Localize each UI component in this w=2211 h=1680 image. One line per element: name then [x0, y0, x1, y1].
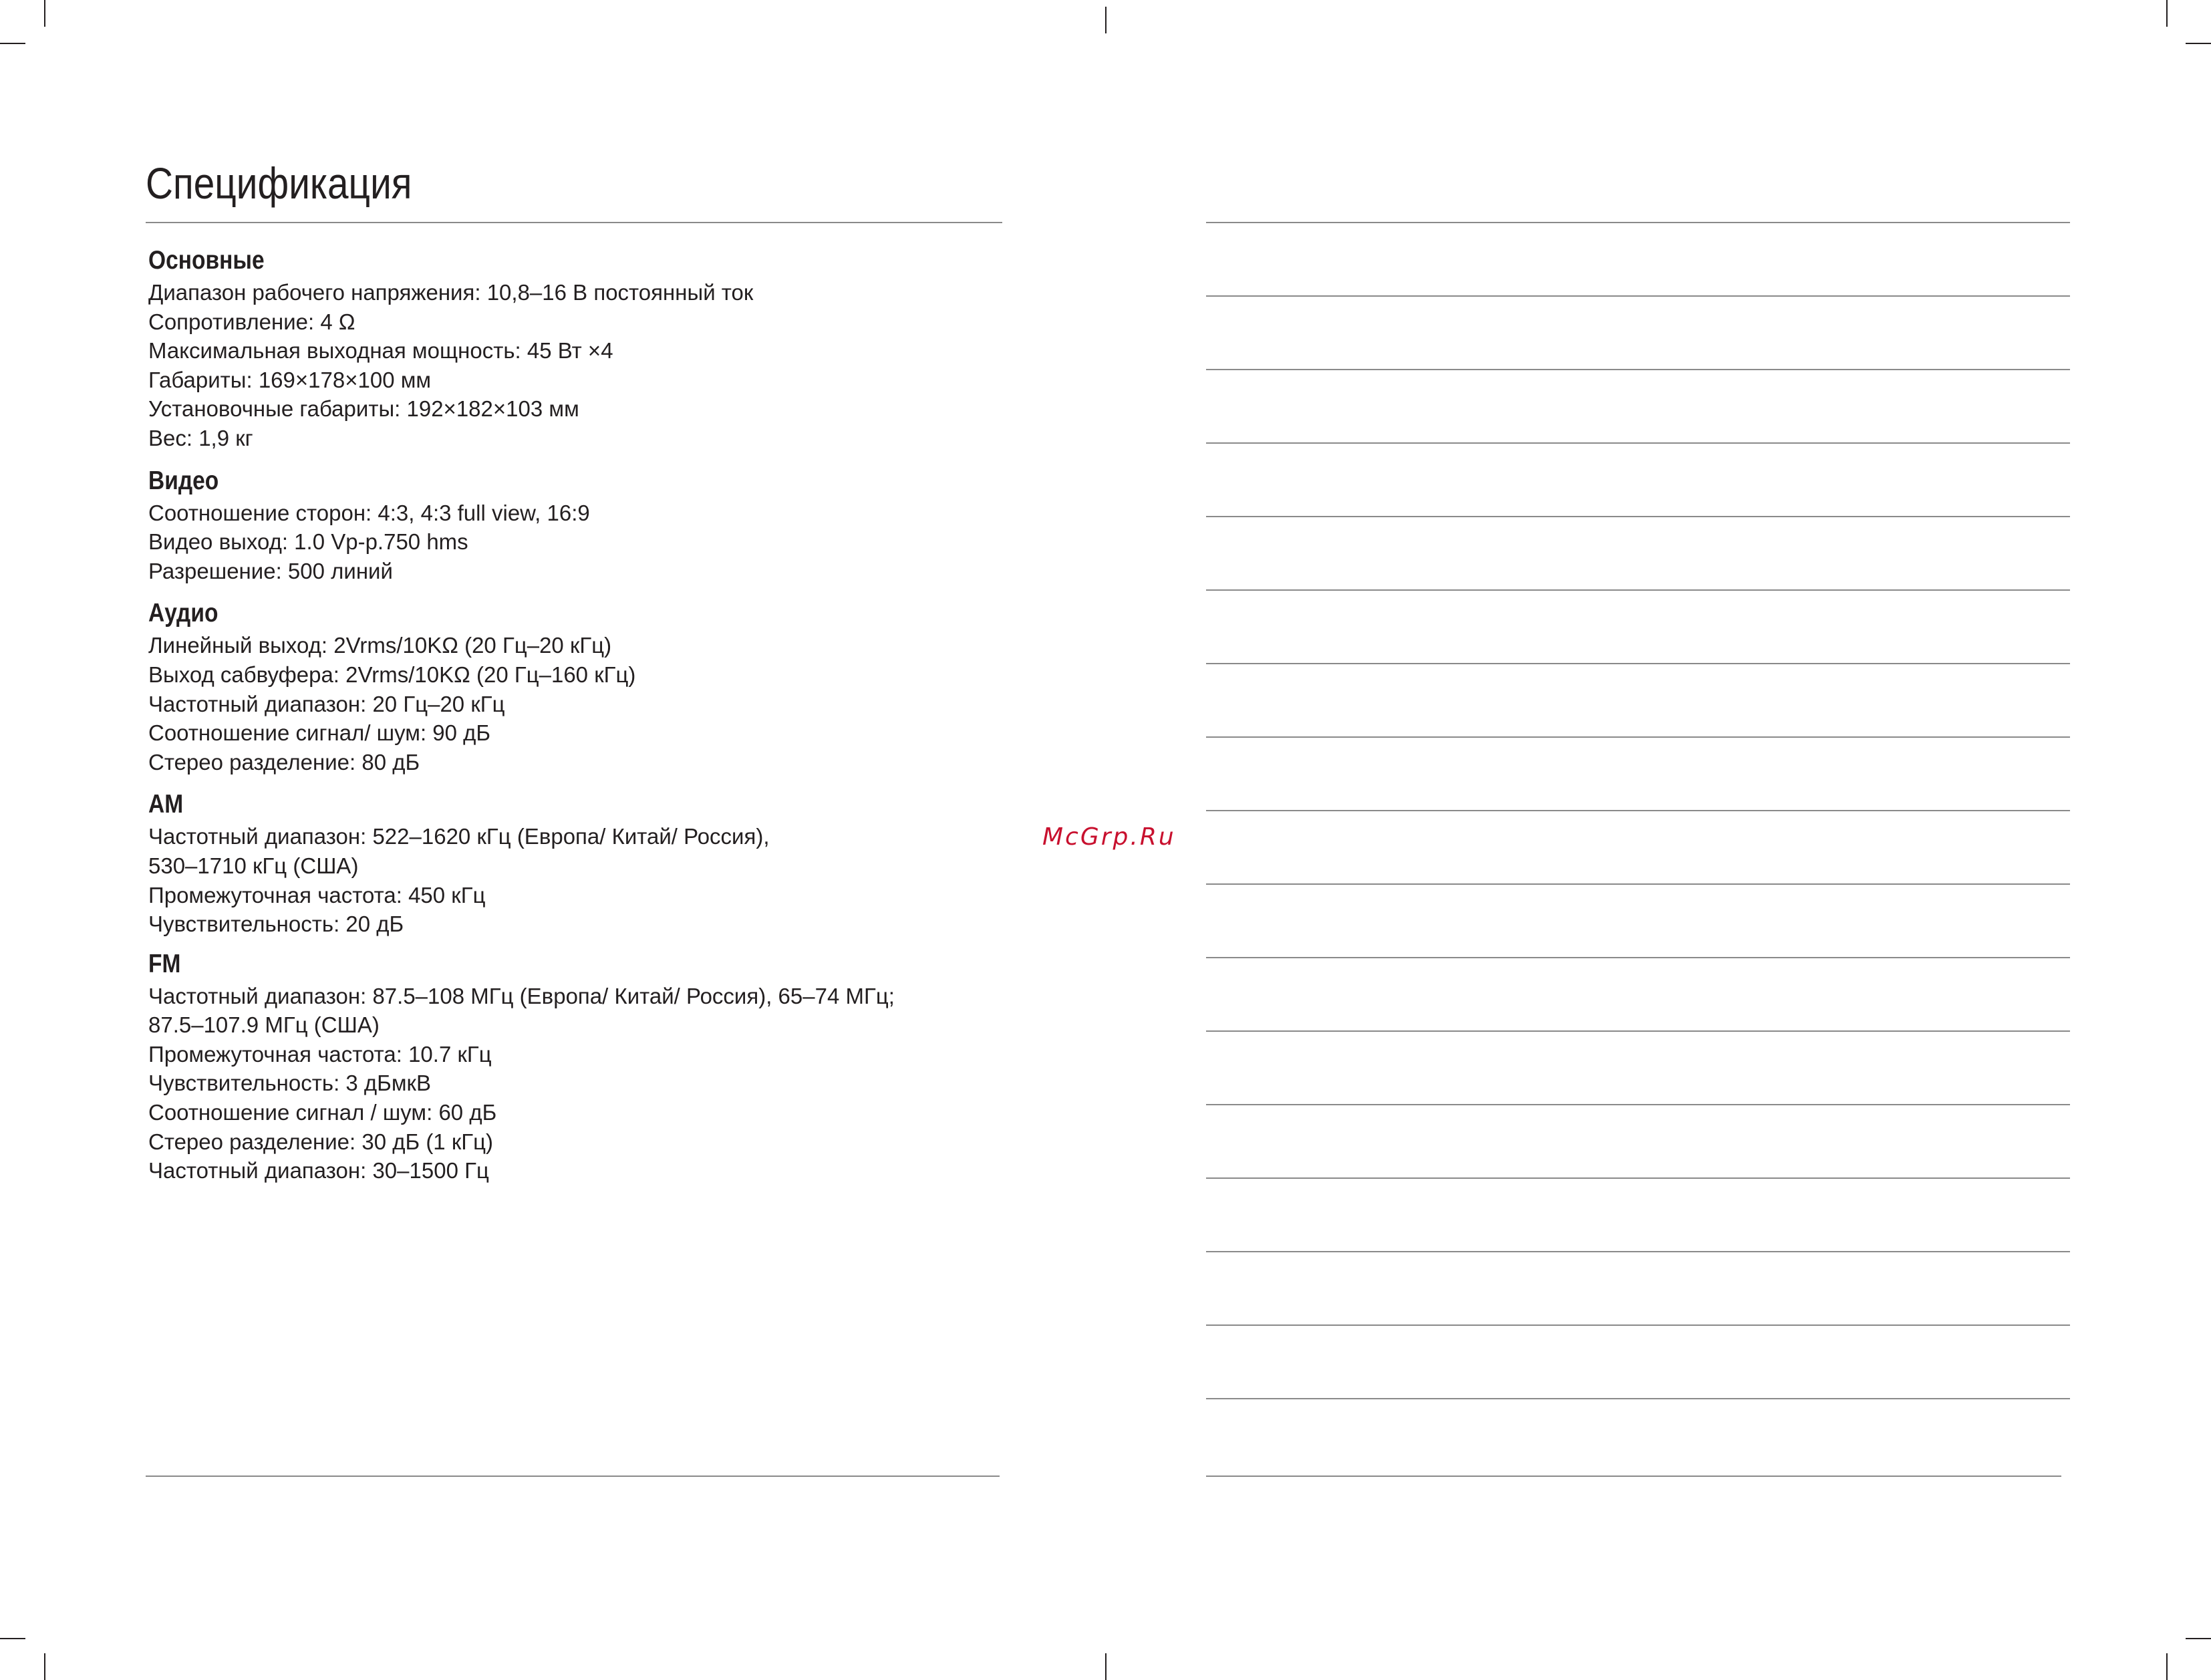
spec-line: 87.5–107.9 МГц (США): [148, 1012, 380, 1038]
crop-mark: [1105, 1653, 1107, 1680]
right-footer-divider: [1206, 1476, 2061, 1477]
crop-mark: [0, 1638, 25, 1639]
note-line: [1206, 1177, 2070, 1179]
note-line: [1206, 957, 2070, 958]
note-line: [1206, 1030, 2070, 1032]
crop-mark: [2166, 1653, 2168, 1680]
spec-section-audio: [148, 596, 990, 777]
crop-mark: [2166, 0, 2168, 27]
spec-line: Соотношение сигнал/ шум: 90 дБ: [148, 720, 491, 746]
spec-line: Чувствительность: 3 дБмкВ: [148, 1071, 431, 1096]
spec-line: Соотношение сторон: 4:3, 4:3 full view, 16:9: [148, 500, 590, 525]
spec-line: Вес: 1,9 кг: [148, 425, 253, 450]
section-heading: FM: [148, 949, 181, 978]
spec-section-fm: [148, 947, 990, 1185]
spec-line: Стерео разделение: 80 дБ: [148, 749, 420, 775]
spec-line: Стерео разделение: 30 дБ (1 кГц): [148, 1129, 494, 1154]
note-line: [1206, 589, 2070, 591]
note-line: [1206, 369, 2070, 370]
spec-line: Выход сабвуфера: 2Vrms/10KΩ (20 Гц–160 кГц): [148, 662, 636, 687]
spec-line: Видео выход: 1.0 Vp-p.750 hms: [148, 529, 468, 555]
note-line: [1206, 883, 2070, 885]
crop-mark: [2186, 43, 2211, 44]
note-line: [1206, 222, 2070, 223]
note-line: [1206, 1398, 2070, 1399]
spec-section-am: [148, 787, 990, 938]
crop-mark: [44, 0, 45, 27]
note-line: [1206, 663, 2070, 664]
spec-content: [148, 243, 990, 1196]
crop-mark: [0, 43, 25, 44]
note-line: [1206, 810, 2070, 811]
spec-line: Диапазон рабочего напряжения: 10,8–16 В постоянный ток: [148, 280, 754, 305]
left-footer-divider: [146, 1476, 1000, 1477]
spec-line: Разрешение: 500 линий: [148, 558, 393, 583]
spec-line: Линейный выход: 2Vrms/10KΩ (20 Гц–20 кГц): [148, 633, 612, 658]
spec-line: Соотношение сигнал / шум: 60 дБ: [148, 1100, 497, 1125]
crop-mark: [2186, 1638, 2211, 1639]
note-line: [1206, 295, 2070, 297]
section-heading: AM: [148, 790, 184, 819]
note-line: [1206, 1104, 2070, 1105]
crop-mark: [1105, 7, 1107, 33]
section-heading: Видео: [148, 466, 219, 495]
note-line: [1206, 1251, 2070, 1252]
spec-line: Сопротивление: 4 Ω: [148, 309, 355, 334]
spec-line: Частотный диапазон: 87.5–108 МГц (Европа/ Китай/ Россия), 65–74 МГц;: [148, 983, 895, 1008]
spec-line: Габариты: 169×178×100 мм: [148, 367, 432, 392]
spec-line: Частотный диапазон: 30–1500 Гц: [148, 1158, 489, 1183]
spec-line: Частотный диапазон: 522–1620 кГц (Европа/ Китай/ Россия),: [148, 824, 770, 849]
note-line: [1206, 516, 2070, 517]
title-divider: [146, 222, 1002, 223]
note-line: [1206, 1324, 2070, 1326]
spec-line: Промежуточная частота: 450 кГц: [148, 882, 486, 907]
note-line: [1206, 736, 2070, 738]
section-heading: Аудио: [148, 599, 218, 628]
spec-section-general: [148, 243, 990, 453]
section-heading: Основные: [148, 246, 265, 275]
spec-line: 530–1710 кГц (США): [148, 853, 359, 878]
spec-line: Максимальная выходная мощность: 45 Вт ×4: [148, 338, 613, 364]
watermark: McGrp.Ru: [1042, 823, 1176, 851]
spec-line: Промежуточная частота: 10.7 кГц: [148, 1041, 492, 1067]
spec-line: Чувствительность: 20 дБ: [148, 912, 404, 937]
spec-section-video: [148, 464, 990, 586]
crop-mark: [44, 1653, 45, 1680]
spec-line: Частотный диапазон: 20 Гц–20 кГц: [148, 691, 505, 716]
note-line: [1206, 442, 2070, 444]
spec-line: Установочные габариты: 192×182×103 мм: [148, 396, 579, 422]
page-title: Спецификация: [146, 158, 412, 208]
